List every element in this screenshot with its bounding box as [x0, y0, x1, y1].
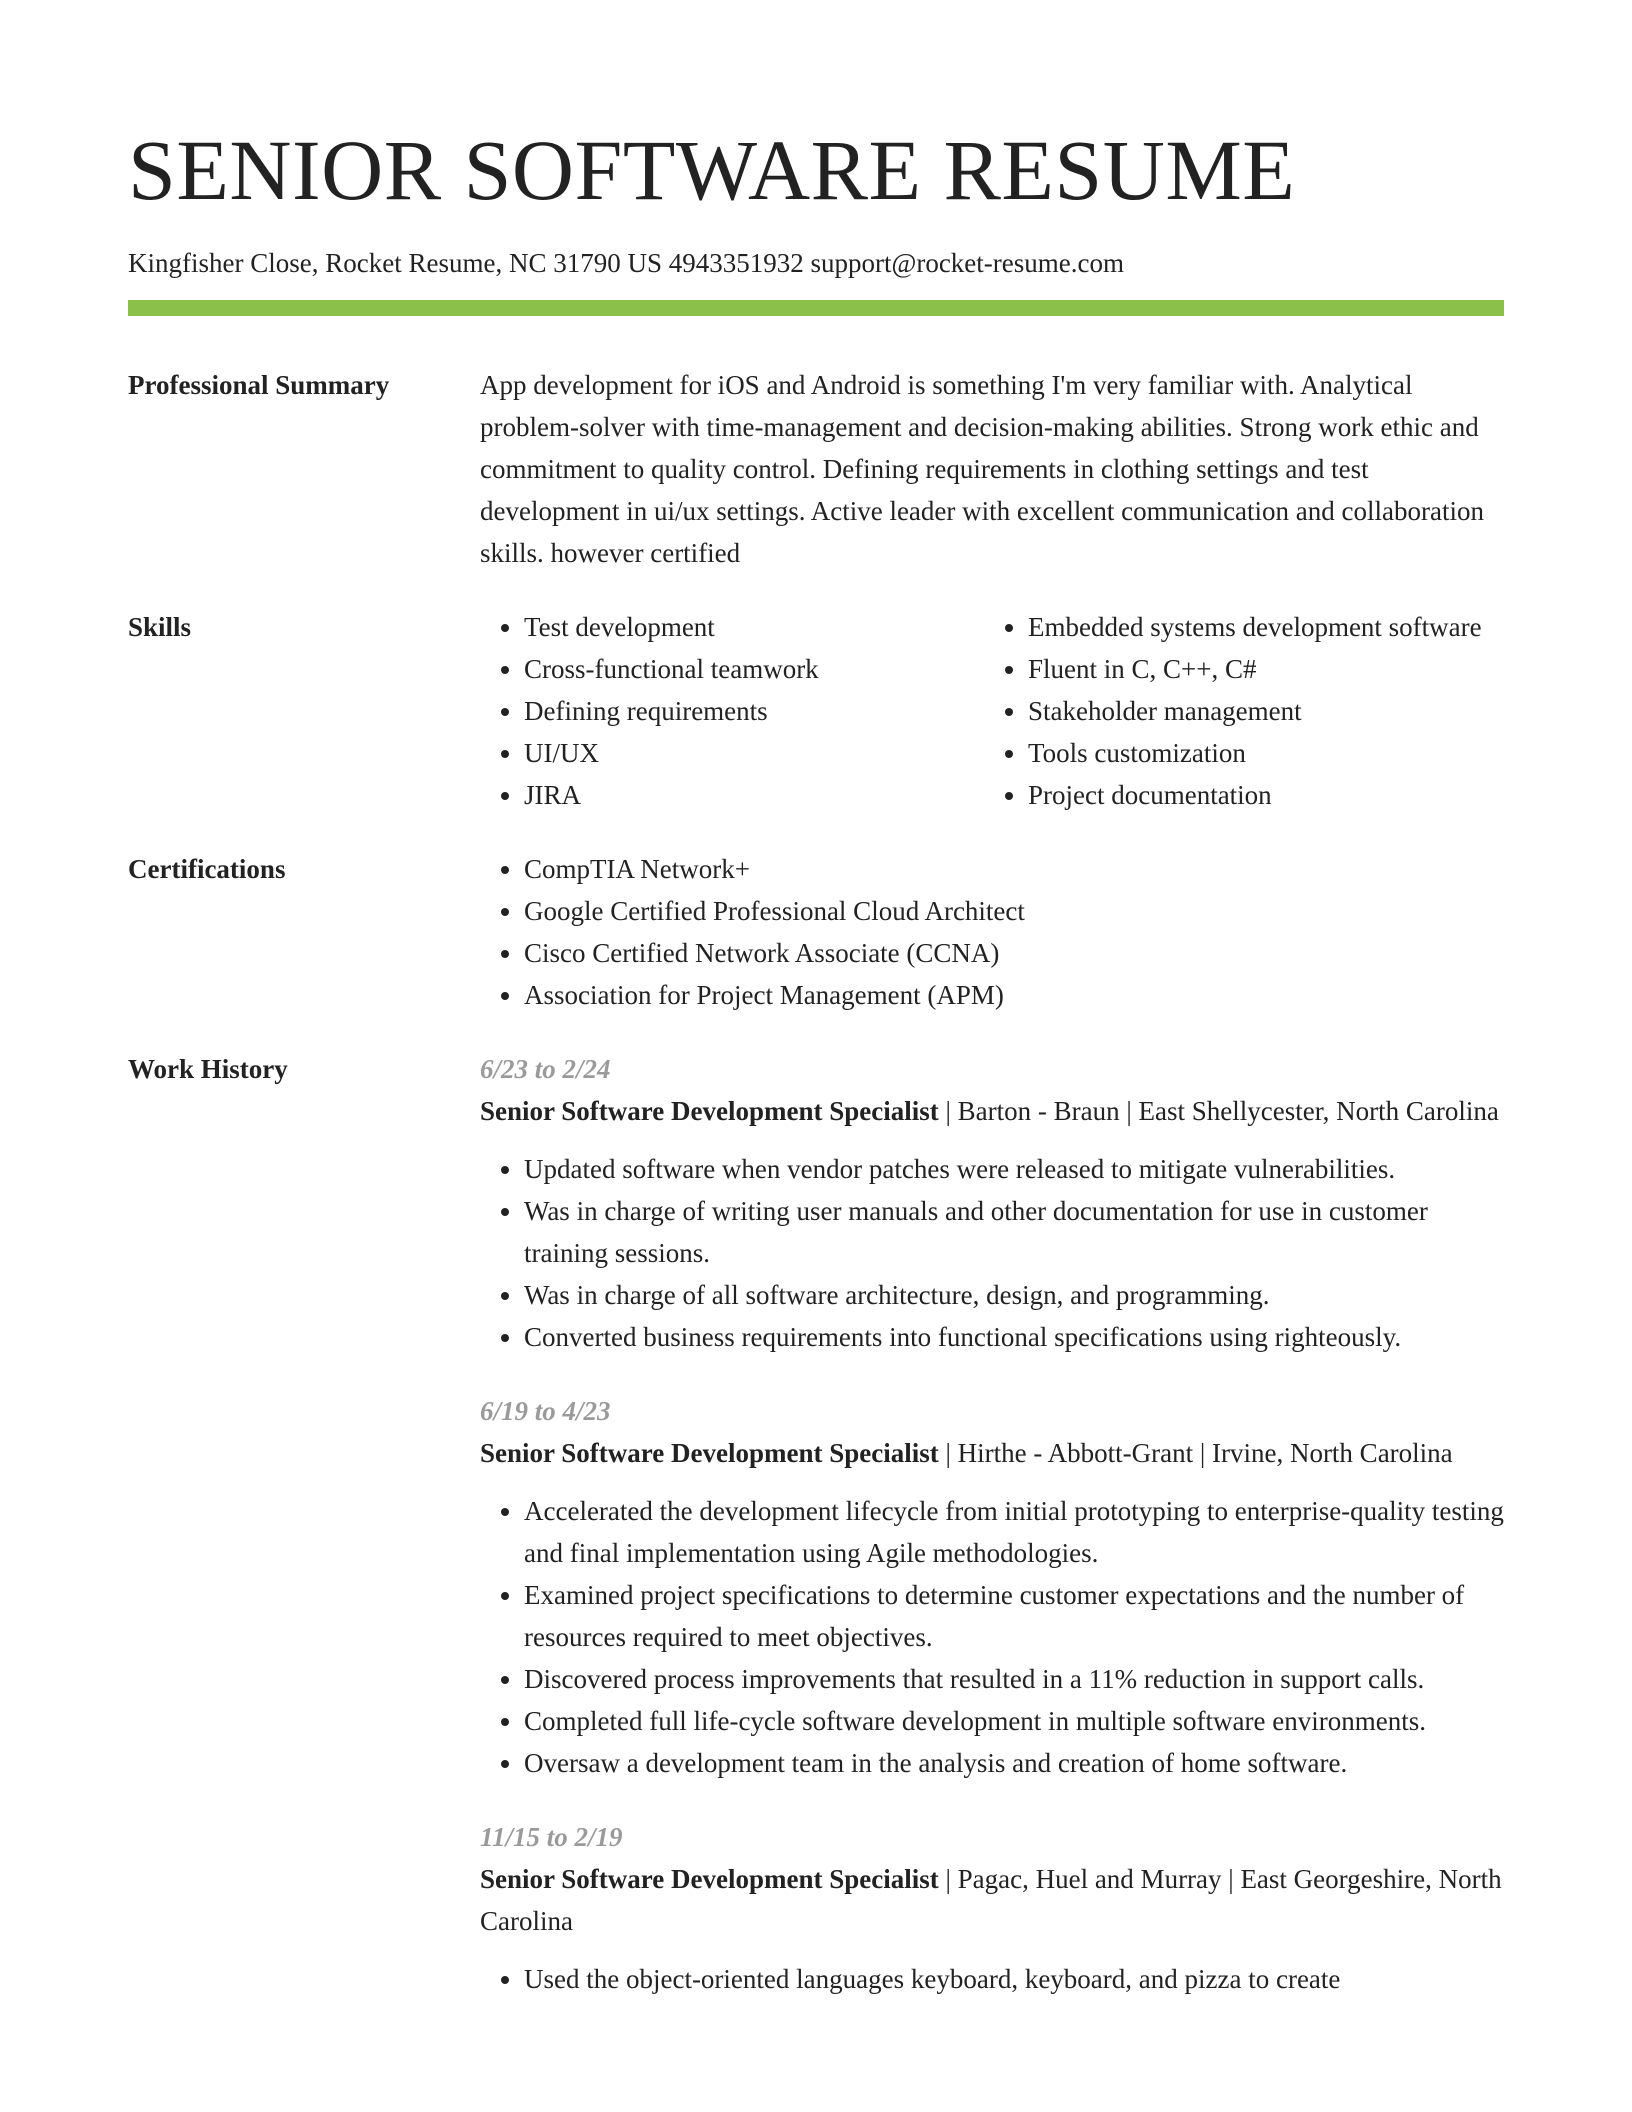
job-employer-location: | Hirthe - Abbott-Grant | Irvine, North Carolina [938, 1438, 1453, 1468]
job-entry [480, 1390, 1504, 1784]
job-employer-location: | Pagac, Huel and Murray | East Georgeshire, North Carolina [480, 1864, 1502, 1936]
skill-item: • Cross-functional teamwork [524, 648, 984, 690]
job-bullet: • Was in charge of writing user manuals and other documentation for use in customer training sessions. [524, 1190, 1504, 1274]
certifications-body [480, 848, 1504, 1016]
job-bullet: • Used the object-oriented languages keyboard, keyboard, and pizza to create [524, 1958, 1504, 2000]
skills-column-left [480, 606, 984, 816]
resume-title: SENIOR SOFTWARE RESUME [128, 122, 1296, 218]
certifications-heading: Certifications [128, 854, 286, 884]
work-history-heading: Work History [128, 1054, 288, 1084]
certification-item: • Google Certified Professional Cloud Architect [524, 890, 1504, 932]
skill-item: • Test development [524, 606, 984, 648]
skills-section [128, 606, 1504, 816]
skill-item: • JIRA [524, 774, 984, 816]
job-title: Senior Software Development Specialist [480, 1864, 939, 1894]
skill-item: • Defining requirements [524, 690, 984, 732]
skill-item: • UI/UX [524, 732, 984, 774]
summary-section [128, 364, 1504, 574]
skill-item: • Tools customization [1028, 732, 1504, 774]
skills-heading: Skills [128, 612, 192, 642]
job-heading [480, 1432, 1504, 1474]
job-dates: 6/23 to 2/24 [480, 1054, 611, 1084]
skills-list-left [480, 606, 984, 816]
summary-heading: Professional Summary [128, 370, 390, 400]
job-entry [480, 1816, 1504, 2000]
contact-line: Kingfisher Close, Rocket Resume, NC 31790 US 4943351932 support@rocket-resume.com [128, 248, 1124, 278]
job-bullets [480, 1148, 1504, 1358]
job-bullet: • Accelerated the development lifecycle from initial prototyping to enterprise-quality testing and final implementation using Agile methodologies. [524, 1490, 1504, 1574]
header-divider [128, 300, 1504, 316]
certifications-section [128, 848, 1504, 1016]
job-bullet: • Updated software when vendor patches were released to mitigate vulnerabilities. [524, 1148, 1504, 1190]
work-history-section [128, 1048, 1504, 2000]
job-bullet: • Examined project specifications to determine customer expectations and the number of resources required to meet objectives. [524, 1574, 1504, 1658]
certification-item: • Association for Project Management (APM) [524, 974, 1504, 1016]
job-bullet: • Converted business requirements into functional specifications using righteously. [524, 1316, 1504, 1358]
certifications-list [480, 848, 1504, 1016]
job-dates: 11/15 to 2/19 [480, 1822, 623, 1852]
job-title: Senior Software Development Specialist [480, 1096, 939, 1126]
skill-item: • Project documentation [1028, 774, 1504, 816]
skills-list-right [984, 606, 1504, 816]
job-bullets [480, 1490, 1504, 1784]
resume-page [128, 124, 1504, 2000]
skills-column-right [984, 606, 1504, 816]
certification-item: • Cisco Certified Network Associate (CCNA) [524, 932, 1504, 974]
job-heading [480, 1090, 1504, 1132]
job-heading [480, 1858, 1504, 1942]
job-title: Senior Software Development Specialist [480, 1438, 939, 1468]
skill-item: • Embedded systems development software [1028, 606, 1504, 648]
skills-columns [480, 606, 1504, 816]
certification-item: • CompTIA Network+ [524, 848, 1504, 890]
job-bullet: • Oversaw a development team in the analysis and creation of home software. [524, 1742, 1504, 1784]
job-bullet: • Discovered process improvements that resulted in a 11% reduction in support calls. [524, 1658, 1504, 1700]
job-dates: 6/19 to 4/23 [480, 1396, 611, 1426]
job-employer-location: | Barton - Braun | East Shellycester, North Carolina [938, 1096, 1499, 1126]
skill-item: • Fluent in C, C++, C# [1028, 648, 1504, 690]
work-history-body [480, 1048, 1504, 2000]
job-entry [480, 1048, 1504, 1358]
summary-text: App development for iOS and Android is something I'm very familiar with. Analytical problem-solver with time-management and decision-making abilities. Strong work ethic and commitment to quality control. Defining requirements in clothing settings and test development in ui/ux settings. Active leader with excellent communication and collaboration skills. however certified [480, 370, 1484, 568]
job-bullet: • Completed full life-cycle software development in multiple software environments. [524, 1700, 1504, 1742]
job-bullet: • Was in charge of all software architecture, design, and programming. [524, 1274, 1504, 1316]
skill-item: • Stakeholder management [1028, 690, 1504, 732]
job-bullets [480, 1958, 1504, 2000]
